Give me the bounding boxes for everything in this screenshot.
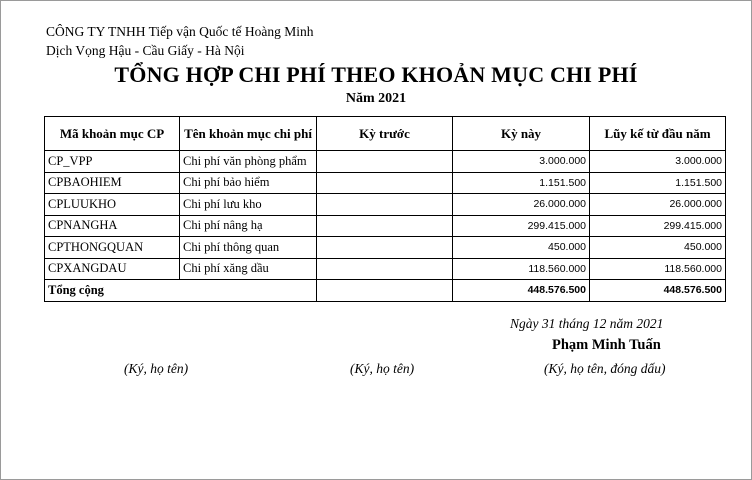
- total-ytd: 448.576.500: [590, 280, 726, 302]
- table-row: [45, 258, 726, 280]
- cell-name: Chi phí lưu kho: [180, 194, 317, 216]
- report-title: TỔNG HỢP CHI PHÍ THEO KHOẢN MỤC CHI PHÍ: [114, 62, 638, 87]
- cell-current: 299.415.000: [453, 215, 590, 237]
- table-row: [45, 172, 726, 194]
- signature-note-preparer: (Ký, họ tên): [124, 361, 189, 376]
- report-date: Ngày 31 tháng 12 năm 2021: [510, 316, 664, 331]
- report-year: Năm 2021: [345, 91, 407, 106]
- cell-code: CPXANGDAU: [45, 258, 180, 280]
- cell-previous: [317, 194, 453, 216]
- cell-name: Chi phí bảo hiểm: [180, 172, 317, 194]
- cell-code: CPLUUKHO: [45, 194, 180, 216]
- signer-name: Phạm Minh Tuấn: [552, 337, 661, 353]
- column-header-previous-period: Kỳ trước: [317, 117, 453, 151]
- cell-code: CPBAOHIEM: [45, 172, 180, 194]
- table-row: [45, 237, 726, 259]
- cell-ytd: 299.415.000: [590, 215, 726, 237]
- cell-ytd: 26.000.000: [590, 194, 726, 216]
- total-previous: [317, 280, 453, 302]
- cell-name: Chi phí văn phòng phẩm: [180, 151, 317, 173]
- cell-ytd: 450.000: [590, 237, 726, 259]
- total-current: 448.576.500: [453, 280, 590, 302]
- column-header-year-to-date: Lũy kế từ đầu năm: [590, 117, 726, 151]
- cell-current: 3.000.000: [453, 151, 590, 173]
- column-header-code: Mã khoản mục CP: [45, 117, 180, 151]
- company-name: CÔNG TY TNHH Tiếp vận Quốc tế Hoàng Minh: [46, 24, 314, 39]
- cell-ytd: 1.151.500: [590, 172, 726, 194]
- cell-current: 450.000: [453, 237, 590, 259]
- signature-note-accountant: (Ký, họ tên): [350, 361, 415, 376]
- cell-code: CPTHONGQUAN: [45, 237, 180, 259]
- cell-previous: [317, 237, 453, 259]
- total-row: [45, 280, 726, 302]
- cell-previous: [317, 258, 453, 280]
- table-header-row: [45, 117, 726, 151]
- table-row: [45, 151, 726, 173]
- cell-current: 118.560.000: [453, 258, 590, 280]
- cell-current: 1.151.500: [453, 172, 590, 194]
- cell-previous: [317, 151, 453, 173]
- cell-previous: [317, 172, 453, 194]
- total-label: Tổng cộng: [45, 280, 317, 302]
- cell-ytd: 118.560.000: [590, 258, 726, 280]
- column-header-current-period: Kỳ này: [453, 117, 590, 151]
- cell-previous: [317, 215, 453, 237]
- table-row: [45, 215, 726, 237]
- cell-ytd: 3.000.000: [590, 151, 726, 173]
- column-header-name: Tên khoản mục chi phí: [180, 117, 317, 151]
- cell-code: CP_VPP: [45, 151, 180, 173]
- table-row: [45, 194, 726, 216]
- cell-name: Chi phí thông quan: [180, 237, 317, 259]
- cell-name: Chi phí xăng dầu: [180, 258, 317, 280]
- signature-note-director: (Ký, họ tên, đóng dấu): [544, 361, 666, 376]
- cell-name: Chi phí nâng hạ: [180, 215, 317, 237]
- cell-code: CPNANGHA: [45, 215, 180, 237]
- cost-summary-table: [44, 116, 726, 302]
- company-address: Dịch Vọng Hậu - Cầu Giấy - Hà Nội: [46, 43, 245, 58]
- cell-current: 26.000.000: [453, 194, 590, 216]
